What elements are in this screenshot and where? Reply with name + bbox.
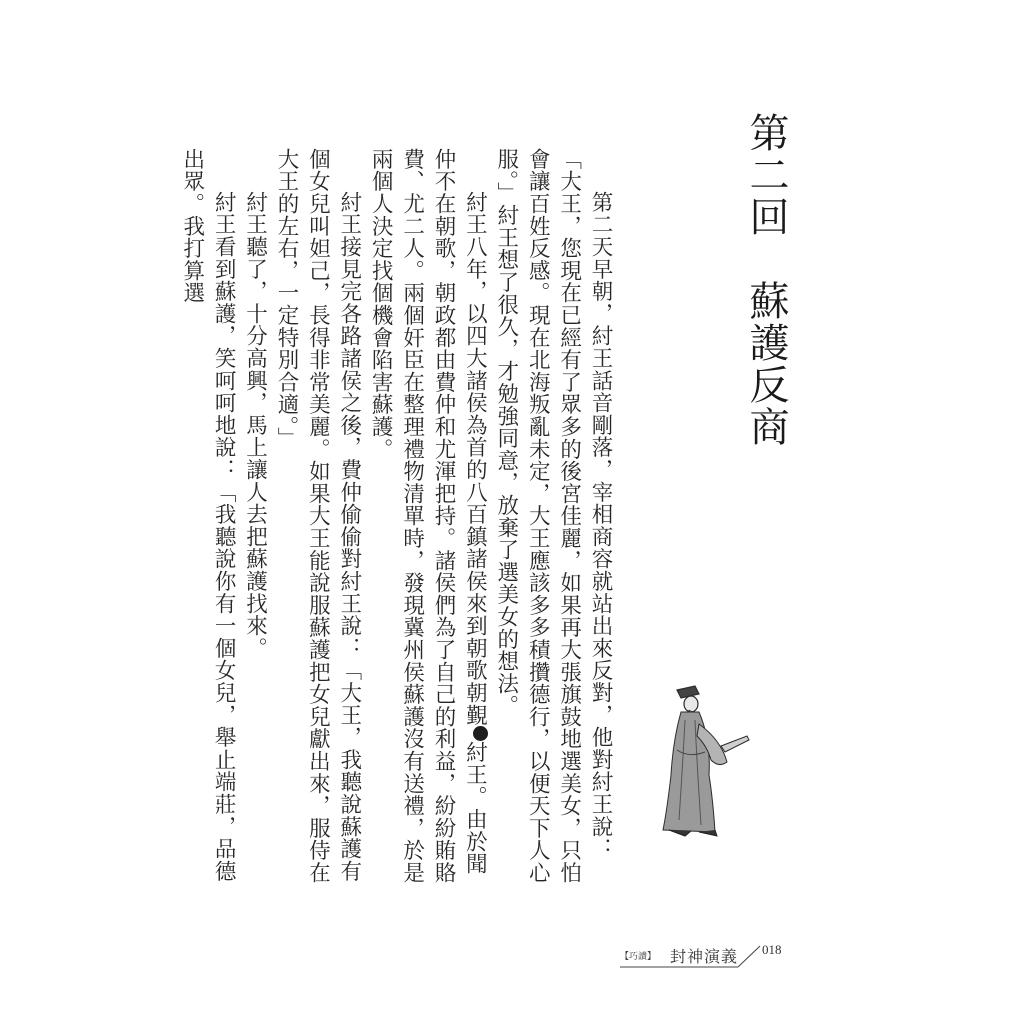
series-label: 【巧讀】 xyxy=(620,952,657,962)
book-title: 封神演義 xyxy=(670,947,739,966)
paragraph: 第二天早朝，紂王話音剛落，宰相商容就站出來反對，他對紂王說：「大王，您現在已經有了眾多的後宮佳麗，如果再大張旗鼓地選美女，只怕會讓百姓反感。現在北海叛亂未定，大王應該多多積攢德行，以便天下人心服。」紂王想了很久，才勉強同意，放棄了選美女的想法。 xyxy=(493,148,613,884)
chapter-title: 第二回 蘇護反商 xyxy=(743,112,789,448)
paragraph: 紂王看到蘇護，笑呵呵地說：「我聽說你有一個女兒，舉止端莊，品德出眾。我打算選 xyxy=(179,148,237,883)
paragraph: 紂王聽了，十分高興，馬上讓人去把蘇護找來。 xyxy=(242,191,268,660)
paragraph xyxy=(365,148,524,888)
paragraph-text: 紂王。由於聞仲不在朝歌，朝政都由費仲和尤渾把持。諸侯們為了自己的利益，紛紛賄賂費、尤二人。兩個奸臣在整理禮物清單時，發現冀州侯蘇護沒有送禮，於是兩個人決定找個機會陷害蘇護。 xyxy=(368,148,488,884)
footnote-marker[interactable]: 1 xyxy=(473,726,488,741)
body-text xyxy=(176,148,616,888)
page-footer xyxy=(620,938,800,978)
paragraph-text: 紂王八年，以四大諸侯為首的八百鎮諸侯來到朝歌朝覲 xyxy=(462,191,488,727)
figure-illustration xyxy=(655,680,765,840)
paragraph: 紂王接見完各路諸侯之後，費仲偷偷對紂王說：「大王，我聽說蘇護有個女兒叫妲己，長得非常美麗。如果大王能說服蘇護把女兒獻出來，服侍在大王的左右，一定特別合適。」 xyxy=(273,148,362,884)
page-number: 018 xyxy=(762,942,782,957)
